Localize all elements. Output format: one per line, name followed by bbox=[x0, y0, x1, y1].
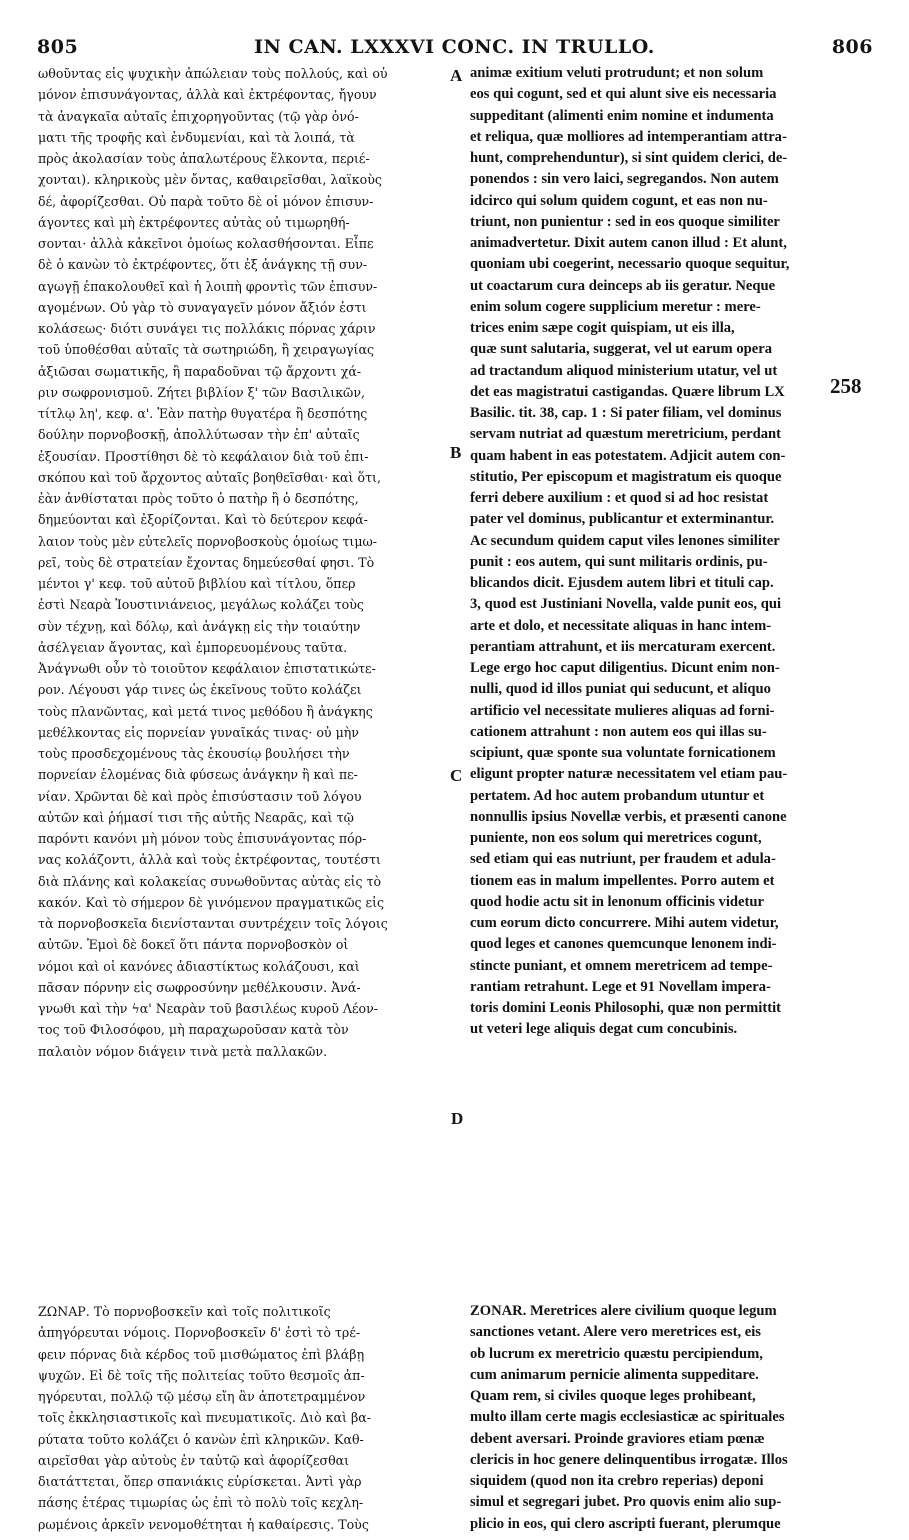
greek-zonaras-line: τοῖς ἐκκλησιαστικοῖς καὶ πνευματικοῖς. Διὸ καὶ βα- bbox=[38, 1410, 372, 1426]
latin-text-line: toris domini Leonis Philosophi, quæ non permittit bbox=[470, 1000, 781, 1016]
greek-text-line: μεθέλκοντας εἰς πορνείαν γυναῖκάς τινας· οὐ μὴν bbox=[38, 724, 359, 740]
greek-text-line: χονται). κληρικοὺς μὲν ὄντας, καθαιρεῖσθαι, λαϊκοὺς bbox=[38, 172, 382, 188]
latin-text-line: hunt, comprehenduntur), si sint quidem clerici, de- bbox=[470, 150, 788, 166]
latin-text-line: quod hodie actu sit in lenonum officinis videtur bbox=[470, 893, 764, 910]
greek-text-line: τοὺς πλανῶντας, καὶ μετά τινος μεθόδου ἢ ἀνάγκης bbox=[38, 703, 373, 719]
latin-text-line: ferri debere auxilium : et quod si ad hoc resistat bbox=[470, 490, 769, 506]
latin-text-line: artificio vel necessitate mulieres aliquas ad forni- bbox=[470, 702, 775, 719]
margin-letter-c: C bbox=[450, 766, 463, 785]
greek-text-line: παλαιὸν νόμον διάγειν τινὰ μετὰ παλλακῶν. bbox=[38, 1043, 328, 1059]
latin-text-line: servam nutriat ad quæstum meretricium, perdant bbox=[470, 426, 782, 443]
greek-text-line: ριν σωφρονισμοῦ. Ζήτει βιβλίον ξ' τῶν Βασιλικῶν, bbox=[38, 384, 365, 400]
latin-text-line: nulli, quod id illos puniat qui seducunt, et aliquo bbox=[470, 681, 771, 698]
greek-text-line: ρον. Λέγουσι γάρ τινες ὡς ἐκεῖνους τοῦτο κολάζει bbox=[38, 682, 362, 698]
greek-text-line: νας κολάζοντι, ἀλλὰ καὶ τοὺς ἐκτρέφοντας, τουτέστι bbox=[38, 852, 381, 868]
greek-text-line: Ἀνάγνωθι οὖν τὸ τοιοῦτον κεφάλαιον ἐπιστατικώτε- bbox=[38, 661, 376, 676]
greek-text-line: δέ, ἀφορίζεσθαι. Οὐ παρὰ τοῦτο δὲ οἱ μόνον ἐπισυν- bbox=[38, 193, 374, 209]
margin-letter-b: B bbox=[450, 443, 462, 462]
greek-text-line: τοὺς προσδεχομένους τὰς ἑκουσίῳ βουλήσει τὴν bbox=[38, 746, 350, 761]
greek-zonaras-line: ΖΩΝΑΡ. Τὸ πορνοβοσκεῖν καὶ τοῖς πολιτικοῖς bbox=[38, 1304, 331, 1319]
latin-text-line: cum eorum dicto concurrere. Mihi autem videtur, bbox=[470, 915, 779, 931]
latin-text-line: triunt, non punientur : sed in eos quoque similiter bbox=[470, 213, 780, 230]
greek-text-line: τοῦ ὑποθέσθαι αὐταῖς τὰ σωτηριώδη, ἢ χειραγωγίας bbox=[38, 342, 375, 358]
latin-text-line: idcirco qui solum quidem cogunt, et eas non nu- bbox=[470, 192, 768, 209]
latin-text-line: quod leges et canones quemcunque lenonem indi- bbox=[470, 936, 777, 953]
greek-text-line: ρεῖ, τοὺς δὲ στρατείαν ἔχοντας δημεύεσθαί φησι. Τὸ bbox=[38, 554, 375, 570]
latin-zonaras-line: ob lucrum ex meretricio quæstu percipiendum, bbox=[470, 1345, 763, 1362]
greek-text-line: δημεύονται καὶ ἐξορίζονται. Καὶ τὸ δεύτερον κεφά- bbox=[38, 512, 368, 528]
greek-text-line: ἀξιῶσαι σωματικῆς, ἢ παραδοῦναι τῷ ἄρχοντι χά- bbox=[38, 363, 362, 379]
latin-zonaras-line: ZONAR. Meretrices alere civilium quoque legum bbox=[470, 1303, 777, 1319]
greek-zonaras-line: διατάττεται, ὅπερ σπανιάκις εὑρίσκεται. Ἀντὶ γὰρ bbox=[38, 1474, 362, 1489]
left-page-number: 805 bbox=[37, 36, 79, 58]
latin-text-line: trices enim sæpe cogit quispiam, ut eis illa, bbox=[470, 320, 735, 336]
latin-zonaras-line: debent aversari. Proinde graviores etiam pœnæ bbox=[470, 1430, 765, 1447]
latin-text-line: eos qui cogunt, sed et qui alunt sive eis necessaria bbox=[470, 86, 777, 103]
latin-text-line: animadvertetur. Dixit autem canon illud : Et alunt, bbox=[470, 235, 787, 251]
latin-text-line: stincte puniant, et omnem meretricem ad tempe- bbox=[470, 957, 773, 974]
margin-letter-a: A bbox=[450, 66, 463, 85]
greek-text-line: δὲ ὁ κανὼν τὸ ἐκτρέφοντες, ὅτι ἐξ ἀνάγκης τῇ συν- bbox=[38, 257, 368, 273]
greek-text-line: λαιον τοὺς μὲν εὐτελεῖς πορνοβοσκοὺς ὁμοίως τιμω- bbox=[38, 533, 378, 549]
latin-text-line: Ac secundum quidem caput viles lenones similiter bbox=[470, 532, 780, 549]
greek-text-line: ωθοῦντας εἰς ψυχικὴν ἀπώλειαν τοὺς πολλούς, καὶ οὐ bbox=[38, 66, 388, 81]
margin-letter-d: D bbox=[451, 1109, 464, 1128]
greek-text-line: νίαν. Χρῶνται δὲ καὶ πρὸς ἐπισύστασιν τοῦ λόγου bbox=[38, 788, 362, 804]
greek-text-line: σὺν τέχνῃ, καὶ δόλῳ, καὶ ἀνάγκῃ εἰς τὴν τοιαύτην bbox=[38, 618, 361, 634]
greek-main-column bbox=[38, 63, 458, 1062]
greek-text-line: διὰ πλάνης καὶ κολακείας συνωθοῦντας αὐτὰς εἰς τὸ bbox=[38, 873, 382, 889]
latin-zonaras-line: sanctiones vetant. Alere vero meretrices est, eis bbox=[470, 1324, 761, 1341]
latin-text-line: enim solum cogere supplicium meretur : mere- bbox=[470, 298, 761, 315]
greek-text-line: παρόντι κανόνι μὴ μόνον τοὺς ἐπισυνάγοντας πόρ- bbox=[38, 831, 367, 846]
latin-zonaras-line: cum animarum pernicie alimenta suppeditare. bbox=[470, 1366, 759, 1383]
greek-text-line: πορνείαν ἑλομένας διὰ φύσεως ἀνάγκην ἢ καὶ πε- bbox=[38, 767, 358, 783]
greek-text-line: σονται· ἀλλὰ κἀκεῖνοι ὁμοίως κολασθήσονται. Εἶπε bbox=[38, 236, 374, 251]
greek-zonaras-line: φειν πόρνας διὰ κέρδος τοῦ μισθώματος ἐπὶ βλάβῃ bbox=[38, 1346, 365, 1362]
latin-zonaras-line: plicio in eos, qui clero ascripti fuerant, plerumque bbox=[470, 1515, 781, 1532]
greek-zonaras-line: ρωμένοις ἀρκεῖν νενομοθέτηται ἡ καθαίρεσις. Τοὺς bbox=[38, 1516, 369, 1532]
greek-text-line: ἀσέλγειαν ἄγοντας, καὶ ἐμπορευομένους ταῦτα. bbox=[38, 639, 348, 655]
running-title: IN CAN. LXXXVI CONC. IN TRULLO. bbox=[254, 36, 655, 58]
latin-text-line: eligunt propter naturæ necessitatem vel etiam pau- bbox=[470, 766, 788, 783]
latin-text-line: ad tractandum aliquod ministerium utatur, vel ut bbox=[470, 362, 778, 379]
greek-text-line: τίτλῳ λη', κεφ. α'. Ἐὰν πατὴρ θυγατέρα ἢ δεσπότης bbox=[38, 406, 368, 421]
greek-text-line: ματι τῆς τροφῆς καὶ ἐνδυμενίαι, καὶ τὰ λοιπά, τὰ bbox=[38, 129, 355, 145]
latin-text-line: quoniam ubi coegerint, necessario quoque sequitur, bbox=[470, 256, 790, 273]
latin-zonaras-line: Quam rem, si civiles quoque leges prohibeant, bbox=[470, 1388, 756, 1404]
greek-text-line: νόμοι καὶ οἱ κανόνες ἀδιαστίκτως κολάζουσι, καὶ bbox=[38, 958, 360, 974]
latin-text-line: animæ exitium veluti protrudunt; et non solum bbox=[470, 65, 764, 81]
latin-zonaras-column bbox=[470, 1301, 872, 1535]
greek-text-line: αγομένων. Οὐ γὰρ τὸ συναγαγεῖν μόνον ἄξιόν ἐστι bbox=[38, 299, 367, 315]
latin-zonaras-line: clericis in hoc genere delinquentibus irrogatæ. Illos bbox=[470, 1451, 788, 1468]
greek-zonaras-line: ἀπηγόρευται νόμοις. Πορνοβοσκεῖν δ' ἐστὶ τὸ τρέ- bbox=[38, 1325, 361, 1341]
greek-text-line: σκόπου καὶ τοῦ ἄρχοντος αὐταῖς βοηθεῖσθαι· καὶ ὅτι, bbox=[38, 469, 381, 485]
greek-text-line: ἐστὶ Νεαρὰ Ἰουστινιάνειος, μεγάλως κολάζει τοὺς bbox=[38, 597, 364, 613]
latin-text-line: quam habent in eas potestatem. Adjicit autem con- bbox=[470, 447, 786, 464]
latin-text-line: arte et dolo, et necessitate aliquas in hanc intem- bbox=[470, 617, 772, 634]
greek-text-line: αὐτῶν. Ἐμοὶ δὲ δοκεῖ ὅτι πάντα πορνοβοσκὸν οἱ bbox=[38, 937, 349, 953]
latin-text-line: blicandos dicit. Ejusdem autem libri et tituli cap. bbox=[470, 575, 774, 591]
latin-text-line: ut veteri lege aliquis degat cum concubinis. bbox=[470, 1021, 738, 1038]
latin-text-line: suppeditant (alimenti enim nomine et indumenta bbox=[470, 107, 774, 124]
greek-text-line: τὰ πορνοβοσκεῖα διενίστανται συντρέχειν τοῖς λόγοις bbox=[38, 916, 388, 931]
greek-zonaras-line: αιρεῖσθαι γὰρ αὐτοὺς ἐν ταὐτῷ καὶ ἀφορίζεσθαι bbox=[38, 1452, 350, 1468]
latin-text-line: pertatem. Ad hoc autem probandum utuntur et bbox=[470, 787, 765, 804]
latin-text-line: stitutio, Per episcopum et magistratum eis quoque bbox=[470, 468, 782, 485]
latin-text-line: 3, quod est Justiniani Novella, valde punit eos, qui bbox=[470, 596, 782, 613]
latin-text-line: cationem attrahunt : non autem eos qui illas su- bbox=[470, 723, 767, 740]
latin-zonaras-line: simul et segregari jubet. Pro quovis enim alio sup- bbox=[470, 1494, 782, 1511]
latin-text-line: perantiam attrahunt, et iis mercaturam exercent. bbox=[470, 638, 776, 655]
latin-text-line: ponendos : sin vero laici, segregandos. Non autem bbox=[470, 171, 779, 188]
greek-text-line: κακόν. Καὶ τὸ σήμερον δὲ γινόμενον πραγματικῶς εἰς bbox=[38, 894, 385, 910]
greek-zonaras-line: ηγόρευται, πολλῷ τῷ μέσῳ εἴη ἂν ἀποτετραμμένον bbox=[38, 1389, 366, 1404]
latin-text-line: rantiam retrahunt. Lege et 91 Novellam impera- bbox=[470, 978, 771, 995]
greek-text-line: ἐὰν ἀνθίσταται πρὸς τοῦτο ὁ πατὴρ ἢ ὁ δεσπότης, bbox=[38, 491, 359, 506]
greek-text-line: τος τοῦ Φιλοσόφου, μὴ παραχωροῦσαν κατὰ τὸν bbox=[38, 1022, 349, 1038]
greek-zonaras-line: ψυχῶν. Εἰ δὲ τοῖς τῆς πολιτείας τοῦτο θεσμοῖς ἀπ- bbox=[38, 1367, 365, 1383]
greek-text-line: αὐτῶν καὶ ῥήμασί τισι τῆς αὐτῆς Νεαρᾶς, καὶ τῷ bbox=[38, 809, 354, 825]
latin-main-column bbox=[470, 63, 872, 1041]
greek-text-line: κολάσεως· διότι συνάγει τις πολλάκις πόρνας χάριν bbox=[38, 321, 376, 336]
latin-zonaras-line: siquidem (quod non ita crebro reperias) deponi bbox=[470, 1473, 764, 1489]
marginal-page-number: 258 bbox=[830, 374, 862, 398]
greek-text-line: γνωθι καὶ τὴν ϟα' Νεαρὰν τοῦ βασιλέως κυροῦ Λέον- bbox=[38, 1001, 379, 1016]
greek-text-line: πᾶσαν πόρνην εἰς σωφροσύνην μεθέλκουσιν. Ἀνά- bbox=[38, 979, 361, 995]
greek-text-line: δούλην πορνοβοσκῇ, ἀπολλύτωσαν τὴν ἐπ' αὐταῖς bbox=[38, 427, 360, 443]
right-page-number: 806 bbox=[831, 36, 873, 58]
latin-text-line: det eas magistratui castigandas. Quære librum LX bbox=[470, 383, 785, 400]
greek-text-line: άγοντες καὶ μὴ ἐκτρέφοντες αὐτὰς οὐ τιμωρηθή- bbox=[38, 214, 350, 230]
latin-text-line: Lege ergo hoc caput diligentius. Dicunt enim non- bbox=[470, 660, 780, 676]
latin-text-line: ut coactarum cura deinceps ab iis geratur. Neque bbox=[470, 277, 776, 294]
greek-text-line: πρὸς ἀκολασίαν τοὺς ἁπαλωτέρους ἕλκοντα, περιέ- bbox=[38, 151, 370, 166]
latin-text-line: Basilic. tit. 38, cap. 1 : Si pater filiam, vel dominus bbox=[470, 405, 782, 421]
greek-text-line: μέντοι γ' κεφ. τοῦ αὐτοῦ βιβλίου καὶ τίτλου, ὅπερ bbox=[38, 576, 356, 591]
latin-text-line: tionem eas in malum impellentes. Porro autem et bbox=[470, 872, 775, 889]
latin-zonaras-line: multo illam certe magis ecclesiasticæ ac spirituales bbox=[470, 1409, 785, 1426]
greek-text-line: μόνον ἐπισυνάγοντας, ἀλλὰ καὶ ἐκτρέφοντας, ἤγουν bbox=[38, 87, 377, 103]
latin-text-line: puniente, non eos solum qui meretrices cogunt, bbox=[470, 830, 762, 846]
latin-text-line: quæ sunt salutaria, suggerat, vel ut earum opera bbox=[470, 341, 773, 358]
greek-text-line: αγωγῇ ἐπακολουθεῖ καὶ ἡ λοιπὴ φροντὶς τῶν ἐπισυν- bbox=[38, 278, 378, 294]
greek-zonaras-line: ρύτατα τοῦτο κολάζει ὁ κανὼν ἐπὶ κληρικῶν. Καθ- bbox=[38, 1431, 364, 1447]
latin-text-line: sed etiam qui eas nutriunt, per fraudem et adula- bbox=[470, 851, 776, 868]
latin-text-line: punit : eos autem, qui sunt militaris ordinis, pu- bbox=[470, 553, 768, 570]
latin-text-line: nonnullis ipsius Novellæ verbis, et præsenti canone bbox=[470, 808, 787, 825]
greek-text-line: ἐξουσίαν. Προστίθησι δὲ τὸ κεφάλαιον διὰ τοῦ ἐπι- bbox=[38, 448, 369, 464]
greek-zonaras-line: πάσης ἑτέρας τιμωρίας ὡς ἐπὶ τὸ πολὺ τοῖς κεχλη- bbox=[38, 1495, 364, 1511]
latin-text-line: pater vel dominus, publicantur et exterminantur. bbox=[470, 511, 775, 528]
latin-text-line: et reliqua, quæ molliores ad intemperantiam attra- bbox=[470, 128, 787, 145]
greek-text-line: τὰ ἀναγκαῖα αὐταῖς ἐπιχορηγοῦντας (τῷ γὰρ ὀνό- bbox=[38, 108, 359, 124]
latin-text-line: scipiunt, quæ sponte sua voluntate fornicationem bbox=[470, 745, 776, 761]
greek-zonaras-column bbox=[38, 1301, 458, 1535]
